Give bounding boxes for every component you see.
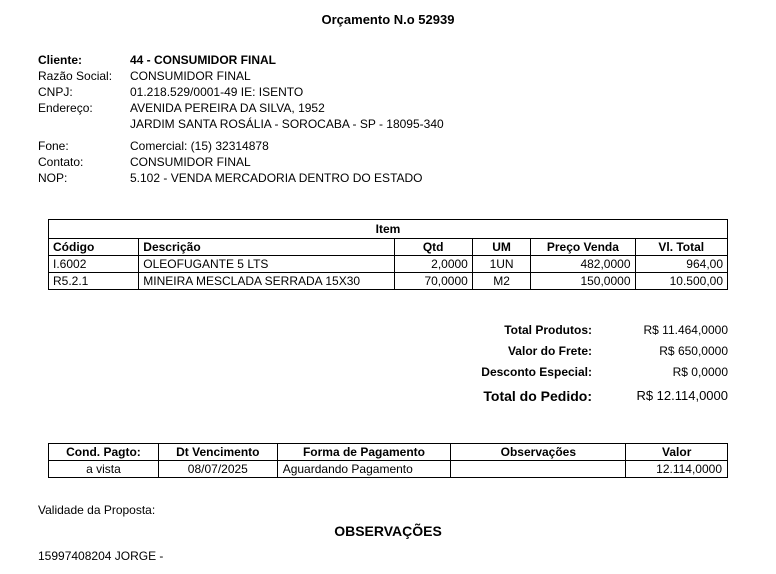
validade-proposta-label: Validade da Proposta:: [38, 503, 156, 517]
endereco-label: Endereço:: [38, 101, 93, 115]
razao-social-value: CONSUMIDOR FINAL: [130, 69, 251, 83]
page-title: Orçamento N.o 52939: [321, 12, 455, 27]
total-pedido-value: R$ 12.114,0000: [636, 388, 728, 403]
table-row: [49, 256, 728, 273]
totals-row-produtos: [368, 320, 728, 341]
client-row-nop: [38, 170, 738, 186]
column-header-um: UM: [472, 239, 530, 256]
items-table: [48, 219, 728, 290]
cell-preco: 482,0000: [531, 256, 635, 273]
cell-descricao: OLEOFUGANTE 5 LTS: [139, 256, 394, 273]
payment-table: [48, 443, 728, 478]
cell-codigo: R5.2.1: [49, 273, 139, 290]
cell-valor: 12.114,0000: [626, 461, 728, 478]
column-header-dt-vencimento: Dt Vencimento: [158, 444, 277, 461]
cell-total: 10.500,00: [635, 273, 728, 290]
table-row: [49, 273, 728, 290]
column-header-codigo: Código: [49, 239, 139, 256]
column-header-valor: Valor: [626, 444, 728, 461]
payment-header-row: [49, 444, 728, 461]
nop-value: 5.102 - VENDA MERCADORIA DENTRO DO ESTADO: [130, 171, 423, 185]
column-header-observacoes: Observações: [451, 444, 626, 461]
column-header-qtd: Qtd: [394, 239, 472, 256]
totals-row-frete: [368, 341, 728, 362]
column-header-descricao: Descrição: [139, 239, 394, 256]
cell-codigo: I.6002: [49, 256, 139, 273]
cell-qtd: 70,0000: [394, 273, 472, 290]
column-header-cond-pagto: Cond. Pagto:: [49, 444, 159, 461]
cell-forma-pagamento: Aguardando Pagamento: [277, 461, 451, 478]
contato-value: CONSUMIDOR FINAL: [130, 155, 251, 169]
cnpj-label: CNPJ:: [38, 85, 73, 99]
razao-social-label: Razão Social:: [38, 69, 113, 83]
total-produtos-label: Total Produtos:: [504, 323, 592, 337]
total-produtos-value: R$ 11.464,0000: [643, 323, 728, 337]
cell-total: 964,00: [635, 256, 728, 273]
totals-block: [368, 320, 728, 409]
client-row-cnpj: [38, 84, 738, 100]
column-header-forma-pagamento: Forma de Pagamento: [277, 444, 451, 461]
cnpj-value: 01.218.529/0001-49 IE: ISENTO: [130, 85, 304, 99]
items-column-header-row: [49, 239, 728, 256]
cell-cond-pagto: a vista: [49, 461, 159, 478]
endereco-value: AVENIDA PEREIRA DA SILVA, 1952: [130, 101, 325, 115]
fone-label: Fone:: [38, 139, 69, 153]
contato-label: Contato:: [38, 155, 84, 169]
items-section-header-row: [49, 220, 728, 239]
column-header-preco-venda: Preço Venda: [531, 239, 635, 256]
cell-um: 1UN: [472, 256, 530, 273]
cell-preco: 150,0000: [531, 273, 635, 290]
client-row-endereco: [38, 100, 738, 116]
fone-value: Comercial: (15) 32314878: [130, 139, 269, 153]
totals-row-pedido: [368, 383, 728, 409]
valor-frete-value: R$ 650,0000: [659, 344, 728, 358]
total-pedido-label: Total do Pedido:: [483, 388, 592, 404]
cell-um: M2: [472, 273, 530, 290]
client-row-contato: [38, 154, 738, 170]
valor-frete-label: Valor do Frete:: [507, 344, 592, 358]
client-row-cliente: [38, 52, 738, 68]
endereco-value-line2: JARDIM SANTA ROSÁLIA - SOROCABA - SP - 18095-340: [130, 117, 444, 131]
desconto-especial-label: Desconto Especial:: [481, 365, 592, 379]
table-row: [49, 461, 728, 478]
totals-row-desconto: [368, 362, 728, 383]
cell-qtd: 2,0000: [394, 256, 472, 273]
cliente-value: 44 - CONSUMIDOR FINAL: [130, 53, 277, 67]
client-row-razao-social: [38, 68, 738, 84]
observacoes-text: 15997408204 JORGE -: [38, 549, 164, 563]
items-section-title: Item: [49, 220, 728, 239]
client-info-block: [38, 52, 738, 186]
cliente-label: Cliente:: [38, 53, 83, 67]
nop-label: NOP:: [38, 171, 68, 185]
client-row-fone: [38, 138, 738, 154]
cell-dt-vencimento: 08/07/2025: [158, 461, 277, 478]
desconto-especial-value: R$ 0,0000: [672, 365, 728, 379]
cell-observacoes: [451, 461, 626, 478]
column-header-vl-total: Vl. Total: [635, 239, 728, 256]
cell-descricao: MINEIRA MESCLADA SERRADA 15X30: [139, 273, 394, 290]
observacoes-title: OBSERVAÇÕES: [334, 523, 442, 539]
